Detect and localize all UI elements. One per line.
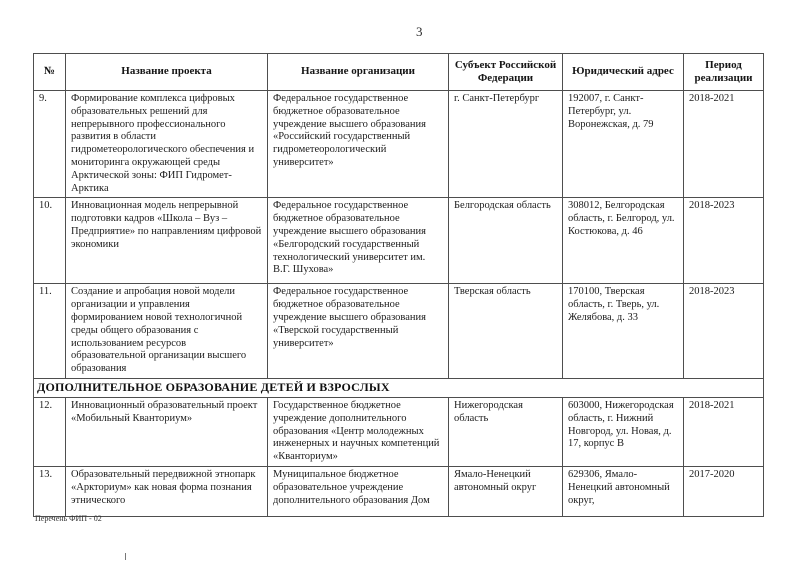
cell-organization: Федеральное государственное бюджетное образовательное учреждение высшего образования «Тверской государственный университет» [268, 284, 449, 379]
cell-project: Образовательный передвижной этнопарк «Аркториум» как новая форма познания этнического [66, 466, 268, 516]
column-header-address: Юридический адрес [563, 54, 684, 91]
cell-period: 2018-2023 [684, 284, 764, 379]
column-header-subject: Субъект Российской Федерации [449, 54, 563, 91]
table-row [34, 397, 764, 466]
column-header-period: Период реализации [684, 54, 764, 91]
fip-projects-table [33, 53, 764, 517]
cell-project: Инновационная модель непрерывной подготовки кадров «Школа – Вуз – Предприятие» по направлениям цифровой экономики [66, 198, 268, 284]
cell-subject: Тверская область [449, 284, 563, 379]
cell-num: 10. [34, 198, 66, 284]
cell-period: 2018-2021 [684, 91, 764, 198]
cell-address: 170100, Тверская область, г. Тверь, ул. Желябова, д. 33 [563, 284, 684, 379]
column-header-num: № [34, 54, 66, 91]
cell-organization: Государственное бюджетное учреждение дополнительного образования «Центр молодежных инженерных и научных компетенций «Кванториум» [268, 397, 449, 466]
cell-period: 2018-2023 [684, 198, 764, 284]
cell-address: 308012, Белгородская область, г. Белгород, ул. Костюкова, д. 46 [563, 198, 684, 284]
cell-project: Создание и апробация новой модели организации и управления формированием новой технологичной среды общего образования с использованием ресурсов образовательной организации высшего образования [66, 284, 268, 379]
cell-address: 603000, Нижегородская область, г. Нижний Новгород, ул. Новая, д. 17, корпус В [563, 397, 684, 466]
section-header-row [34, 378, 764, 397]
page-number: 3 [416, 24, 423, 39]
document-footer-code: Перечень ФИП - 02 [35, 514, 102, 523]
cell-num: 9. [34, 91, 66, 198]
cell-num: 13. [34, 466, 66, 516]
cell-subject: Белгородская область [449, 198, 563, 284]
cell-project: Формирование комплекса цифровых образовательных решений для непрерывного профессионального развития в области гидрометеорологического обеспечения и мониторинга окружающей среды Арктической зоны: ФИП Гидромет-Арктика [66, 91, 268, 198]
cell-project: Инновационный образовательный проект «Мобильный Кванториум» [66, 397, 268, 466]
column-header-organization: Название организации [268, 54, 449, 91]
cell-period: 2017-2020 [684, 466, 764, 516]
cell-organization: Федеральное государственное бюджетное образовательное учреждение высшего образования «Белгородский государственный технологический университет им. В.Г. Шухова» [268, 198, 449, 284]
table-header-row [34, 54, 764, 91]
cell-address: 629306, Ямало-Ненецкий автономный округ, [563, 466, 684, 516]
cell-organization: Муниципальное бюджетное образовательное учреждение дополнительного образования Дом [268, 466, 449, 516]
table-row [34, 198, 764, 284]
cell-subject: Ямало-Ненецкий автономный округ [449, 466, 563, 516]
cell-subject: г. Санкт-Петербург [449, 91, 563, 198]
cell-num: 11. [34, 284, 66, 379]
cell-address: 192007, г. Санкт-Петербург, ул. Воронежская, д. 79 [563, 91, 684, 198]
scan-artifact-mark [125, 553, 126, 560]
cell-period: 2018-2021 [684, 397, 764, 466]
cell-subject: Нижегородская область [449, 397, 563, 466]
section-header-label: ДОПОЛНИТЕЛЬНОЕ ОБРАЗОВАНИЕ ДЕТЕЙ И ВЗРОСЛЫХ [34, 378, 764, 397]
column-header-project: Название проекта [66, 54, 268, 91]
table-row [34, 284, 764, 379]
table-row [34, 466, 764, 516]
table-row [34, 91, 764, 198]
cell-organization: Федеральное государственное бюджетное образовательное учреждение высшего образования «Российский государственный гидрометеорологический университет» [268, 91, 449, 198]
cell-num: 12. [34, 397, 66, 466]
